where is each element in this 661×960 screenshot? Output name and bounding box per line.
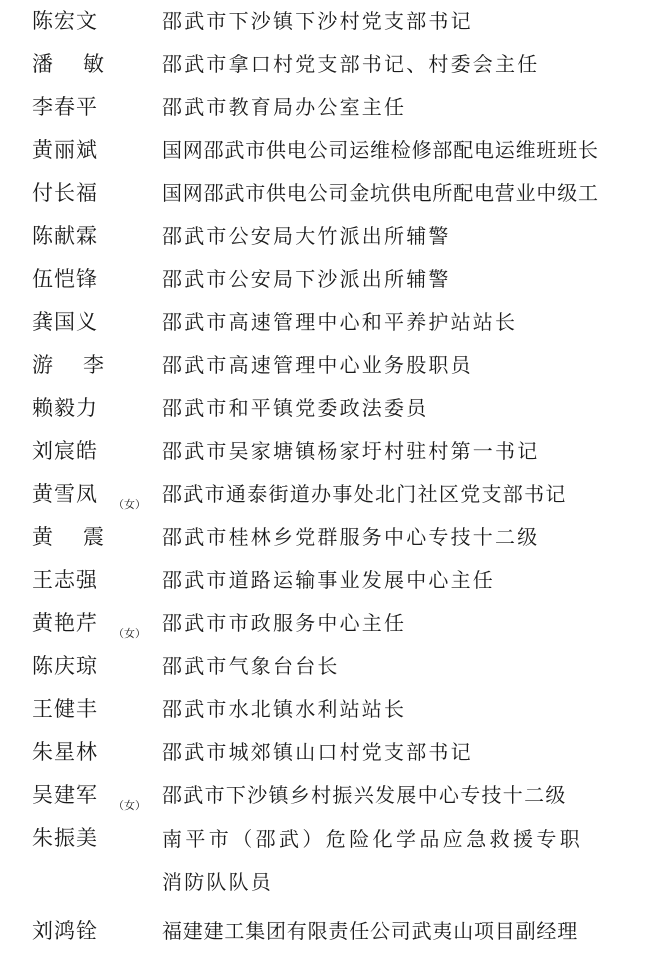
- person-name: 陈庆琼: [32, 654, 98, 678]
- person-title: 邵武市桂林乡党群服务中心专技十二级: [162, 525, 540, 549]
- gender-note: （女）: [113, 498, 146, 511]
- person-title: 邵武市高速管理中心和平养护站站长: [162, 310, 518, 334]
- name-char: 潘: [32, 52, 53, 76]
- person-title: 邵武市道路运输事业发展中心主任: [162, 568, 495, 592]
- person-title: 邵武市市政服务中心主任: [162, 611, 407, 635]
- person-title: 邵武市气象台台长: [162, 654, 340, 678]
- person-name: 黄丽斌: [32, 138, 98, 162]
- list-item: [0, 602, 661, 645]
- person-title-continued: 消防队队员: [162, 870, 273, 894]
- list-item: [0, 215, 661, 258]
- person-name: 朱振美: [32, 826, 98, 850]
- person-name: 刘鸿铨: [32, 919, 98, 943]
- person-title: 邵武市拿口村党支部书记、村委会主任: [162, 52, 540, 76]
- person-name: 赖毅力: [32, 396, 98, 420]
- list-item: [0, 774, 661, 817]
- person-name: [32, 344, 104, 387]
- list-item: [0, 473, 661, 516]
- name-char: 敏: [83, 52, 104, 76]
- list-item: [0, 129, 661, 172]
- list-item: [0, 731, 661, 774]
- person-title: 邵武市城郊镇山口村党支部书记: [162, 740, 473, 764]
- person-name: 王志强: [32, 568, 98, 592]
- person-title: 邵武市和平镇党委政法委员: [162, 396, 429, 420]
- list-item: [0, 559, 661, 602]
- list-item: [0, 344, 661, 387]
- gender-note: （女）: [113, 799, 146, 812]
- list-item: [0, 910, 661, 953]
- person-title: 南平市（邵武）危险化学品应急救援专职: [162, 827, 584, 851]
- list-item: [0, 688, 661, 731]
- person-title: 邵武市教育局办公室主任: [162, 95, 407, 119]
- person-title: 邵武市通泰街道办事处北门社区党支部书记: [162, 482, 567, 506]
- list-item: [0, 86, 661, 129]
- list-item: [0, 172, 661, 215]
- person-title: 福建建工集团有限责任公司武夷山项目副经理: [162, 919, 578, 943]
- person-name: 伍恺锋: [32, 267, 98, 291]
- person-title: 邵武市下沙镇乡村振兴发展中心专技十二级: [162, 783, 567, 807]
- list-item: [0, 516, 661, 559]
- list-item: [0, 645, 661, 688]
- name-char: 游: [32, 353, 53, 377]
- list-item: [0, 430, 661, 473]
- person-name: 龚国义: [32, 310, 98, 334]
- person-name: 付长福: [32, 181, 98, 205]
- person-title: 邵武市下沙镇下沙村党支部书记: [162, 9, 473, 33]
- name-char: 黄: [32, 525, 53, 549]
- gender-note: （女）: [113, 627, 146, 640]
- name-char: 震: [83, 525, 104, 549]
- person-name: 陈献霖: [32, 224, 98, 248]
- person-name: [32, 43, 104, 86]
- person-title: 国网邵武市供电公司金坑供电所配电营业中级工: [162, 181, 599, 205]
- person-name: 朱星林: [32, 740, 98, 764]
- name-char: 李: [83, 353, 104, 377]
- person-title: 邵武市公安局大竹派出所辅警: [162, 224, 451, 248]
- person-name: 黄雪凤: [32, 482, 98, 506]
- person-name: 李春平: [32, 95, 98, 119]
- list-item: [0, 387, 661, 430]
- person-title: 国网邵武市供电公司运维检修部配电运维班班长: [162, 138, 599, 162]
- person-name: 黄艳芹: [32, 611, 98, 635]
- list-item: [0, 301, 661, 344]
- person-name: 王健丰: [32, 697, 98, 721]
- person-name: 刘宸皓: [32, 439, 98, 463]
- list-item: [0, 0, 661, 43]
- person-name: 陈宏文: [32, 9, 98, 33]
- list-item: [0, 817, 661, 904]
- list-item: [0, 43, 661, 86]
- person-title: 邵武市公安局下沙派出所辅警: [162, 267, 451, 291]
- person-title: 邵武市高速管理中心业务股职员: [162, 353, 473, 377]
- person-title: 邵武市水北镇水利站站长: [162, 697, 407, 721]
- person-title: 邵武市吴家塘镇杨家圩村驻村第一书记: [162, 439, 540, 463]
- list-item: [0, 258, 661, 301]
- person-name: [32, 516, 104, 559]
- person-name: 吴建军: [32, 783, 98, 807]
